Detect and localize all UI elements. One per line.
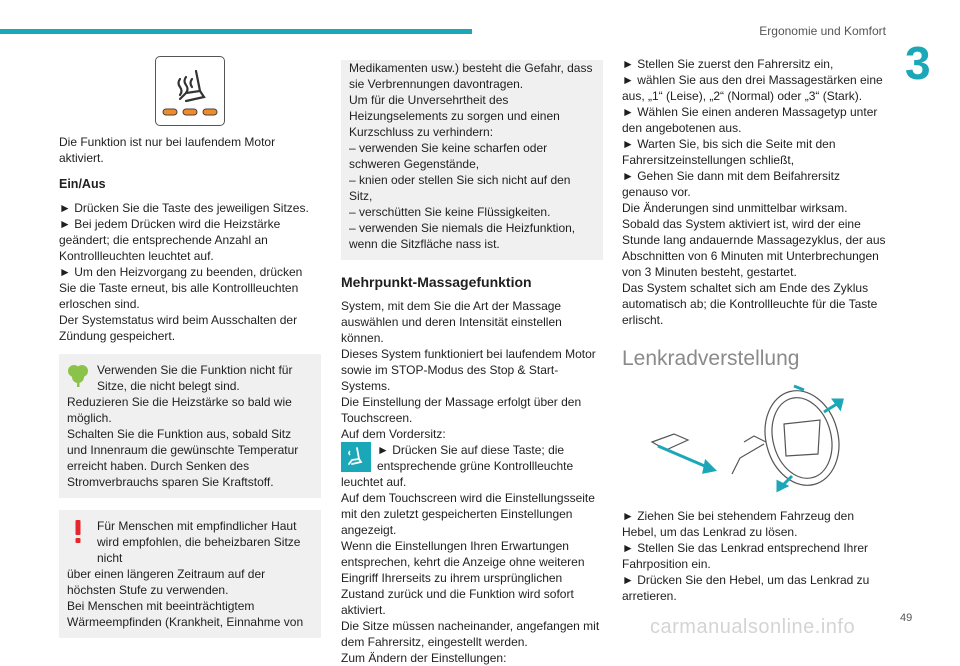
paragraph: ► Wählen Sie einen anderen Massagetyp unter den angebotenen aus.	[622, 105, 878, 135]
paragraph: ► Drücken Sie den Hebel, um das Lenkrad zu arretieren.	[622, 573, 870, 603]
steering-wheel-illustration	[644, 384, 860, 496]
watermark: carmanualsonline.info	[650, 616, 856, 638]
heading-on-off: Ein/Aus	[59, 177, 106, 191]
paragraph: System, mit dem Sie die Art der Massage auswählen und deren Intensität einstellen können.	[341, 299, 562, 345]
paragraph: Wenn die Einstellungen Ihren Erwartungen entsprechen, kehrt die Anzeige ohne weiteren Eingriff Ihrerseits zu ihrem ursprünglichen Zustand zurück und die Funktion wird sofort aktiviert.	[341, 539, 585, 617]
column-1	[59, 134, 321, 638]
note-text: Medikamenten usw.) besteht die Gefahr, dass sie Verbrennungen davontragen.	[349, 61, 593, 91]
paragraph: ► wählen Sie aus den drei Massagestärken eine aus, „1“ (Leise), „2“ (Normal) oder „3“ (Stark).	[622, 73, 883, 103]
warning-note	[59, 510, 321, 638]
heading-massage: Mehrpunkt-Massagefunktion	[341, 274, 532, 290]
header-accent-bar	[0, 29, 472, 34]
seat-heating-button-icon	[155, 56, 225, 126]
page-number: 49	[900, 612, 913, 624]
paragraph: ► Warten Sie, bis sich die Seite mit den Fahrersitzeinstellungen schließt,	[622, 137, 836, 167]
paragraph: Dieses System funktioniert bei laufendem Motor sowie im STOP-Modus des Stop & Start-Systems.	[341, 347, 596, 393]
paragraph: ► Bei jedem Drücken wird die Heizstärke geändert; die entsprechende Anzahl an Kontrollleuchten leuchtet auf.	[59, 217, 281, 263]
paragraph: Zum Ändern der Einstellungen:	[341, 651, 507, 665]
intro-text: Die Funktion ist nur bei laufendem Motor aktiviert.	[59, 135, 276, 165]
note-text: Bei Menschen mit beeinträchtigtem Wärmeempfinden (Krankheit, Einnahme von	[67, 599, 304, 629]
paragraph: ► Gehen Sie dann mit dem Beifahrersitz genauso vor.	[622, 169, 840, 199]
warning-exclamation-icon	[65, 518, 91, 544]
note-text: Um für die Unversehrtheit des Heizungselements zu sorgen und einen Kurzschluss zu verhindern:	[349, 93, 560, 139]
note-text: Reduzieren Sie die Heizstärke so bald wie möglich.	[67, 395, 292, 425]
chapter-number: 3	[905, 37, 931, 89]
paragraph: Die Einstellung der Massage erfolgt über den Touchscreen.	[341, 395, 582, 425]
section-title: Ergonomie und Komfort	[759, 24, 886, 38]
paragraph: ► Stellen Sie zuerst den Fahrersitz ein,	[622, 57, 834, 71]
note-text: – verwenden Sie keine scharfen oder schweren Gegenstände,	[349, 141, 548, 171]
warning-note-continued	[341, 60, 603, 260]
note-text: – knien oder stellen Sie sich nicht auf den Sitz,	[349, 173, 571, 203]
paragraph: Die Sitze müssen nacheinander, angefangen mit dem Fahrersitz, eingestellt werden.	[341, 619, 600, 649]
press-instruction	[341, 442, 603, 490]
paragraph: Das System schaltet sich am Ende des Zyklus automatisch ab; die Kontrollleuchte für die Taste erlischt.	[622, 281, 878, 327]
paragraph: Sobald das System aktiviert ist, wird der eine Stunde lang andauernde Massagezyklus, der aus Abschnitten von 6 Minuten mit Unterbrechungen von 3 Minuten besteht, gestartet.	[622, 217, 886, 279]
paragraph: ► Drücken Sie auf diese Taste; die entsprechende grüne Kontrollleuchte leuchtet auf.	[341, 443, 574, 489]
eco-note	[59, 354, 321, 498]
paragraph: ► Stellen Sie das Lenkrad entsprechend Ihrer Fahrposition ein.	[622, 541, 869, 571]
note-text: – verschütten Sie keine Flüssigkeiten.	[349, 205, 551, 219]
heading-steering: Lenkradverstellung	[622, 347, 800, 370]
paragraph: Auf dem Vordersitz:	[341, 427, 446, 441]
paragraph: Die Änderungen sind unmittelbar wirksam.	[622, 201, 848, 215]
paragraph: Der Systemstatus wird beim Ausschalten der Zündung gespeichert.	[59, 313, 298, 343]
column-3	[622, 56, 886, 604]
paragraph: ► Ziehen Sie bei stehendem Fahrzeug den Hebel, um das Lenkrad zu lösen.	[622, 509, 855, 539]
note-text: Schalten Sie die Funktion aus, sobald Sitz und Innenraum die gewünschte Temperatur erreicht haben. Durch Senken des Stromverbrauchs sparen Sie Kraftstoff.	[67, 427, 299, 489]
note-text: – verwenden Sie niemals die Heizfunktion, wenn die Sitzfläche nass ist.	[349, 221, 576, 251]
massage-seat-icon	[341, 442, 371, 472]
note-text: Für Menschen mit empfindlicher Haut wird empfohlen, die beheizbaren Sitze nicht	[97, 519, 301, 565]
column-2	[341, 60, 603, 666]
paragraph: ► Um den Heizvorgang zu beenden, drücken Sie die Taste erneut, bis alle Kontrollleuchten erloschen sind.	[59, 265, 303, 311]
note-text: über einen längeren Zeitraum auf der höchsten Stufe zu verwenden.	[67, 567, 266, 597]
note-text: Verwenden Sie die Funktion nicht für Sitze, die nicht belegt sind.	[97, 363, 293, 393]
paragraph: Auf dem Touchscreen wird die Einstellungsseite mit den zuletzt gespeicherten Einstellungen angezeigt.	[341, 491, 595, 537]
paragraph: ► Drücken Sie die Taste des jeweiligen Sitzes.	[59, 201, 309, 215]
eco-leaf-icon	[65, 362, 91, 388]
